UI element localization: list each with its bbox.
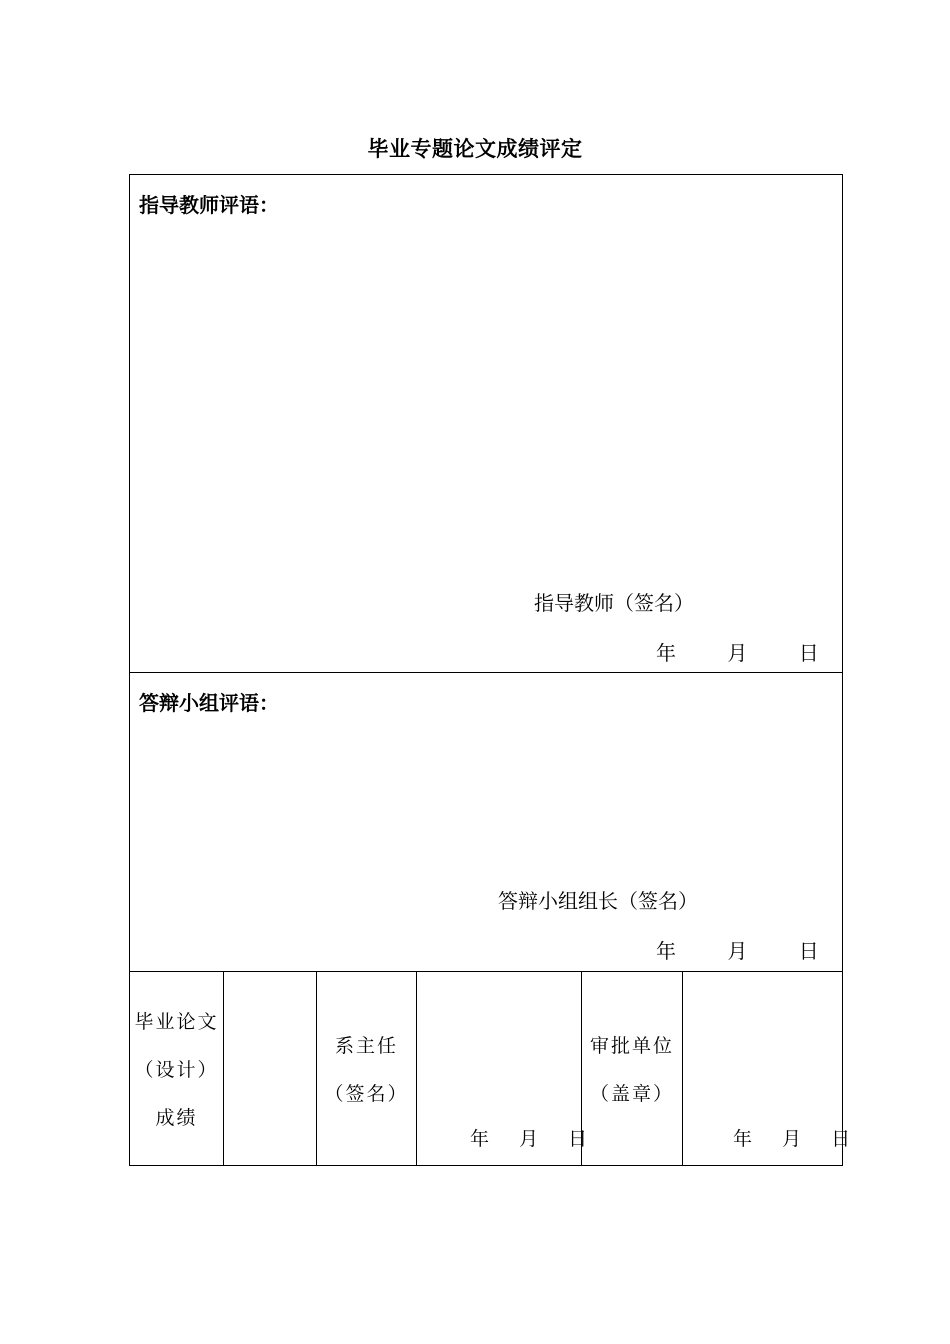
page-title: 毕业专题论文成绩评定 [367,137,583,161]
date-day: 日 [568,1128,588,1150]
advisor-comment-label: 指导教师评语： [139,193,279,217]
grade-table-row [130,972,851,1165]
date-day: 日 [798,641,819,665]
date-month: 月 [727,939,748,963]
approval-date [733,1124,850,1151]
advisor-date [656,637,819,666]
grade-label-line2: （设计） [134,1059,219,1081]
grade-label-cell [130,972,224,1165]
director-date [470,1124,587,1151]
advisor-signature-label: 指导教师（签名） [534,591,694,615]
date-year: 年 [470,1128,490,1150]
director-label-line1: 系主任 [334,1035,398,1057]
date-year: 年 [656,939,676,963]
grade-label-line3: 成绩 [155,1107,198,1129]
defense-comment-label: 答辩小组评语： [139,691,279,715]
approval-label-line2: （盖章） [589,1083,674,1105]
date-year: 年 [733,1128,753,1150]
date-month: 月 [727,641,748,665]
defense-date [656,935,819,964]
date-month: 月 [519,1128,539,1150]
approval-label-line1: 审批单位 [589,1035,674,1057]
evaluation-form [129,174,851,1166]
date-day: 日 [831,1128,851,1150]
approval-label-cell [582,972,683,1165]
grade-value-cell[interactable] [224,972,317,1165]
director-signature-cell[interactable] [417,972,588,1165]
advisor-comment-section[interactable] [130,175,842,673]
approval-stamp-cell[interactable] [683,972,851,1165]
date-month: 月 [782,1128,802,1150]
grade-label-line1: 毕业论文 [134,1011,219,1033]
date-year: 年 [656,641,676,665]
director-label-cell [317,972,417,1165]
defense-comment-section[interactable] [130,673,842,972]
defense-leader-signature-label: 答辩小组组长（签名） [498,889,698,913]
date-day: 日 [798,939,819,963]
director-label-line2: （签名） [324,1083,409,1105]
